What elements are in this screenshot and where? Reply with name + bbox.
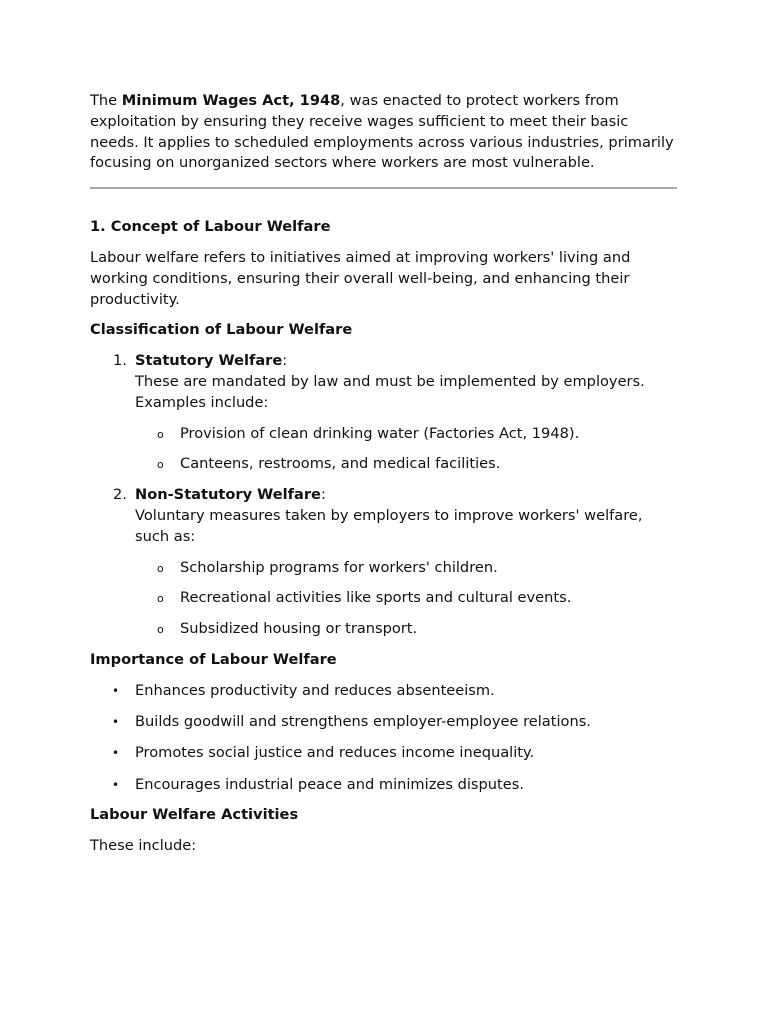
circle-bullet-icon: o [157,623,164,637]
importance-heading: Importance of Labour Welfare [90,650,337,668]
item-title: Statutory Welfare [135,352,283,370]
sub-item-text: Subsidized housing or transport. [180,620,418,638]
act-name: Minimum Wages Act, 1948 [121,92,341,109]
classification-heading: Classification of Labour Welfare [90,321,353,339]
bullet-item-text: Enhances productivity and reduces absenteeism. [135,681,495,699]
circle-bullet-icon: o [157,592,164,606]
bullet-icon: • [112,715,120,730]
concept-paragraph: Labour welfare refers to initiatives aimed at improving workers' living and working conditions, ensuring their overall well-being, and enhancing their productivity. [90,248,631,308]
sub-list-item [135,619,680,640]
sub-list [135,558,680,640]
intro-rest: , was enacted to protect workers from exploitation by ensuring they receive wages sufficient to meet their basic needs. It applies to scheduled employments across various industries, primarily focusing on unorganized sectors where workers are most vulnerable. [90,92,674,172]
bullet-list-item [90,743,680,764]
sub-item-text: Recreational activities like sports and cultural events. [180,589,572,607]
intro-prefix: The [90,92,122,109]
sub-list-item [135,588,680,609]
importance-list [90,681,680,796]
sub-list [135,424,680,476]
list-number: 1. [113,352,127,370]
circle-bullet-icon: o [157,427,164,441]
classification-list [90,351,680,640]
item-title-line [135,351,680,372]
bullet-item-text: Promotes social justice and reduces income inequality. [135,744,535,762]
item-colon: : [320,486,326,504]
sub-list-item [135,424,680,445]
sub-list-item [135,454,680,475]
item-colon: : [282,352,288,370]
bullet-list-item [90,712,680,733]
bullet-icon: • [112,777,120,792]
bullet-item-text: Builds goodwill and strengthens employer-employee relations. [135,713,591,731]
section-heading: 1. Concept of Labour Welfare [90,218,331,236]
item-title: Non-Statutory Welfare [135,486,321,504]
bullet-icon: • [112,746,120,761]
bullet-item-text: Encourages industrial peace and minimizes disputes. [135,775,524,793]
bullet-list-item [90,775,680,796]
item-title-line [135,485,680,506]
sub-item-text: Canteens, restrooms, and medical facilities. [180,455,501,473]
circle-bullet-icon: o [157,561,164,575]
item-description: These are mandated by law and must be implemented by employers. Examples include: [135,372,645,411]
list-number: 2. [113,486,127,504]
intro-paragraph [90,91,680,174]
sub-list-item [135,558,680,579]
classification-item-statutory [90,351,680,475]
activities-heading: Labour Welfare Activities [90,806,299,824]
document-page [90,91,680,857]
horizontal-divider [90,187,677,189]
sub-item-text: Scholarship programs for workers' children. [180,558,498,576]
sub-item-text: Provision of clean drinking water (Factories Act, 1948). [180,424,580,442]
bullet-icon: • [112,683,120,698]
activities-paragraph: These include: [90,837,197,855]
classification-item-non-statutory [90,485,680,640]
item-description: Voluntary measures taken by employers to improve workers' welfare, such as: [135,506,643,545]
circle-bullet-icon: o [157,458,164,472]
bullet-list-item [90,681,680,702]
